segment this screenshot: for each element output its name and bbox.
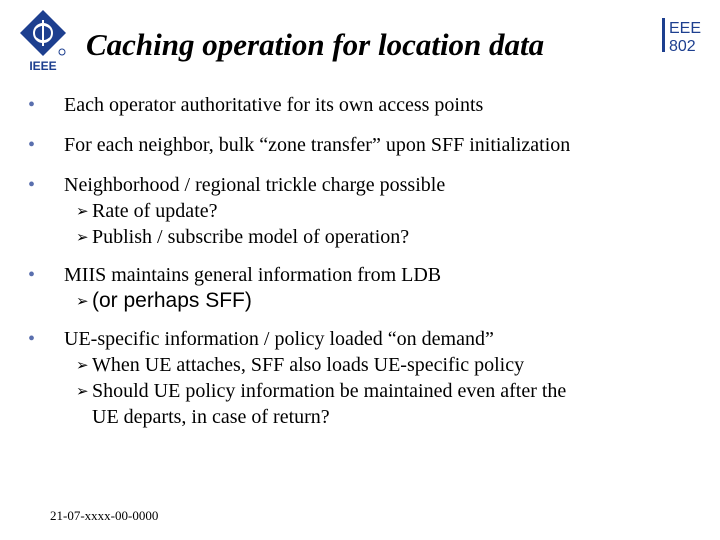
ieee-802-line1: EEE [669,20,702,37]
ieee-802-logo [658,14,704,56]
sub-bullet-text: Publish / subscribe model of operation? [92,226,410,248]
arrow-bullet-icon: ➢ [76,382,89,400]
sub-bullet-item [28,224,708,250]
arrow-bullet-icon: ➢ [76,228,89,246]
bullet-text: Each operator authoritative for its own access points [64,94,484,116]
slide-title: Caching operation for location data [86,27,545,62]
bullet-item [28,92,708,118]
bullet-list [28,92,708,430]
sub-bullet-item [28,352,708,378]
bullet-text: MIIS maintains general information from LDB [64,264,442,286]
bullet-item [28,326,708,352]
ieee-802-line2: 802 [669,38,696,55]
bullet-text: For each neighbor, bulk “zone transfer” upon SFF initialization [64,134,571,156]
ieee-logo-text: IEEE [29,59,57,73]
bullet-text: UE-specific information / policy loaded “on demand” [64,328,494,350]
arrow-bullet-icon: ➢ [76,356,89,374]
sub-bullet-item [28,198,708,224]
bullet-text: Neighborhood / regional trickle charge possible [64,174,446,196]
sub-bullet-text: Should UE policy information be maintained even after the [92,380,567,402]
ieee-logo [16,8,70,74]
sub-bullet-text: Rate of update? [92,200,218,222]
sub-bullet-continuation: UE departs, in case of return? [92,406,330,428]
bullet-dot-icon: • [28,264,36,286]
sub-bullet-item [28,378,708,404]
bullet-item [28,172,708,198]
bullet-dot-icon: • [28,328,36,350]
bullet-item [28,132,708,158]
arrow-bullet-icon: ➢ [76,202,89,220]
bullet-item [28,262,708,288]
sub-bullet-text: (or perhaps SFF) [92,289,252,312]
bullet-dot-icon: • [28,134,36,156]
sub-bullet-item [28,288,708,314]
document-number-footer: 21-07-xxxx-00-0000 [50,508,159,523]
sub-bullet-text: When UE attaches, SFF also loads UE-specific policy [92,354,525,376]
arrow-bullet-icon: ➢ [76,292,89,310]
bullet-dot-icon: • [28,174,36,196]
bullet-dot-icon: • [28,94,36,116]
